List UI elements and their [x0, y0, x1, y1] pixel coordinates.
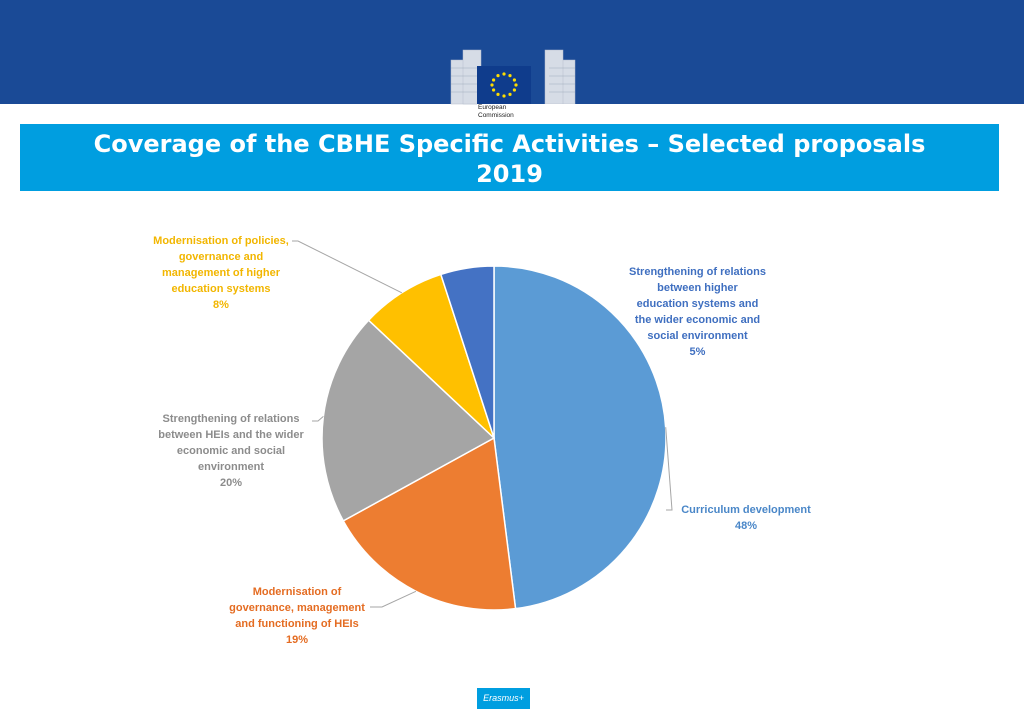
title-line-1: Coverage of the CBHE Specific Activities – Selected proposals	[93, 130, 926, 158]
label-line: management of higher	[162, 267, 280, 279]
leader-line-modernisation-policies	[292, 241, 402, 293]
label-line: Modernisation of policies,	[153, 235, 289, 247]
label-value: 8%	[213, 299, 229, 311]
label-line: environment	[197, 461, 264, 473]
label-line: between higher	[657, 282, 738, 294]
label-line: governance, management	[229, 602, 365, 614]
label-curriculum	[672, 502, 820, 534]
label-line: Curriculum development	[681, 504, 811, 516]
label-value: 19%	[285, 634, 309, 646]
label-line: Modernisation of	[252, 586, 342, 598]
label-line: Strengthening of relations	[629, 266, 766, 278]
label-value: 20%	[219, 477, 243, 489]
label-value: 48%	[734, 520, 758, 532]
logo-caption-line-1: European	[478, 104, 507, 111]
label-relations-heis	[144, 411, 318, 491]
erasmus-plus-badge: Erasmus+	[477, 688, 530, 709]
label-line: governance and	[178, 251, 264, 263]
label-line: social environment	[647, 330, 748, 342]
label-line: Strengthening of relations	[162, 413, 300, 425]
label-value: 5%	[689, 346, 706, 358]
leader-line-curriculum	[666, 427, 672, 510]
label-line: and functioning of HEIs	[235, 618, 359, 630]
title-line-2: 2019	[476, 160, 543, 188]
label-relations-systems	[615, 264, 780, 360]
label-modernisation-heis	[212, 584, 382, 648]
label-line: between HEIs and the wider	[158, 429, 304, 441]
label-line: the wider economic and	[634, 314, 761, 326]
logo-caption-line-2: Commission	[478, 112, 514, 119]
label-line: education systems and	[636, 298, 759, 310]
label-line: education systems	[171, 283, 271, 295]
label-line: economic and social	[176, 445, 286, 457]
label-modernisation-policies	[136, 233, 306, 313]
